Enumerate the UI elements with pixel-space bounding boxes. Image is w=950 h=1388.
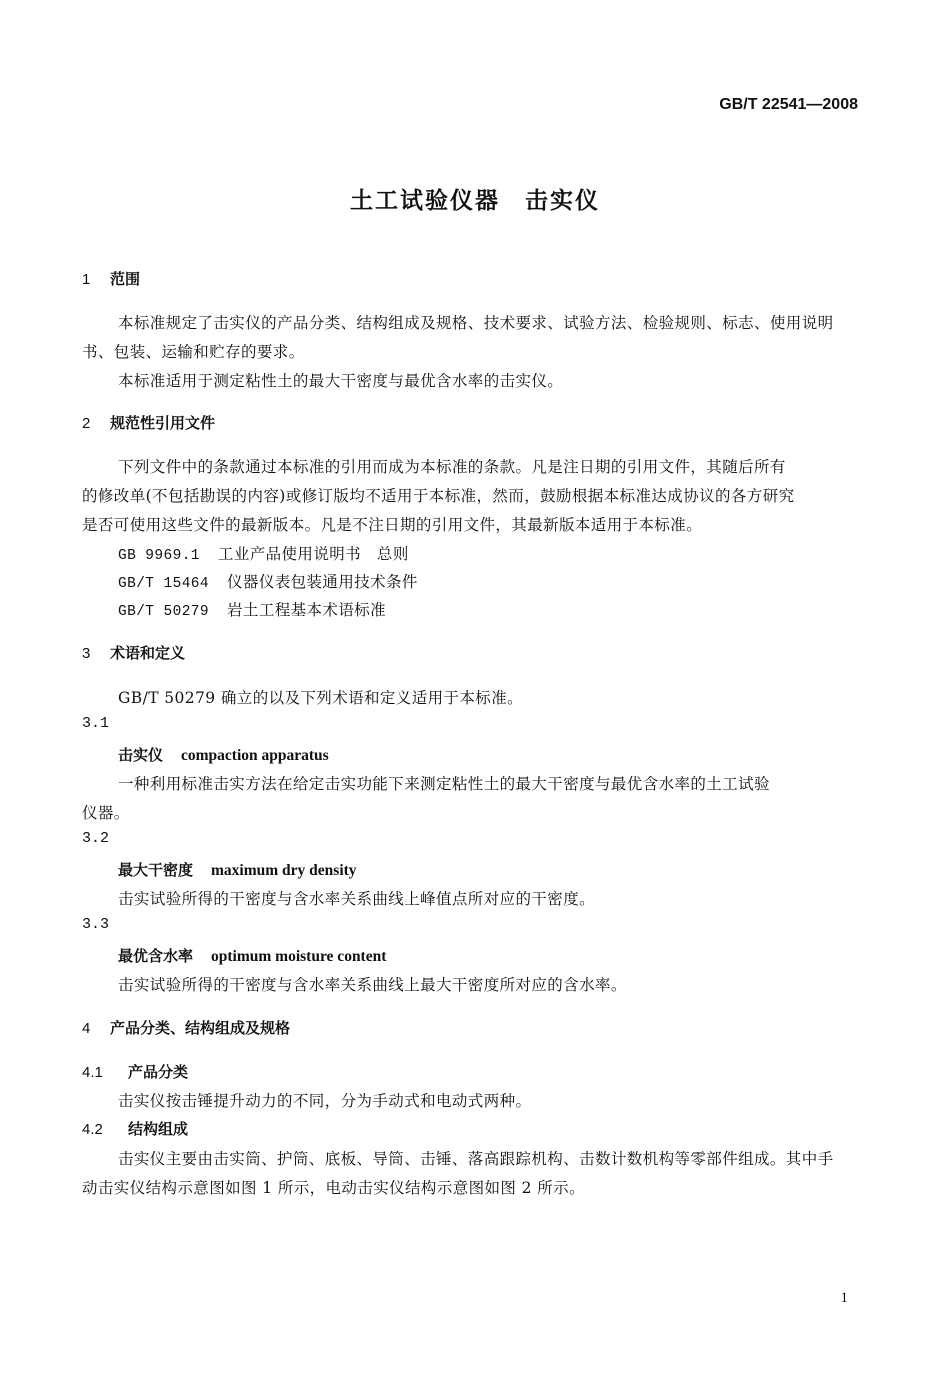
reference-title: 仪器仪表包装通用技术条件	[227, 573, 418, 591]
reference-code: GB 9969.1	[118, 548, 200, 564]
subsection-number: 3.3	[82, 916, 110, 933]
section-number: 4	[82, 1020, 91, 1037]
term-en: optimum moisture content	[211, 948, 387, 965]
section-4-heading	[82, 1017, 290, 1038]
paragraph-line: 动击实仪结构示意图如图 1 所示，电动击实仪结构示意图如图 2 所示。	[82, 1179, 585, 1197]
paragraph-line: 本标准规定了击实仪的产品分类、结构组成及规格、技术要求、试验方法、检验规则、标志、使用说明	[118, 314, 834, 332]
paragraph-line: 的修改单(不包括勘误的内容)或修订版均不适用于本标准，然而，鼓励根据本标准达成协议的各方研究	[82, 487, 795, 505]
subsection-4-1-heading	[82, 1061, 188, 1082]
definition-line: 击实试验所得的干密度与含水率关系曲线上峰值点所对应的干密度。	[118, 890, 596, 908]
term-en: compaction apparatus	[181, 747, 329, 764]
term-entry	[118, 859, 357, 880]
reference-title: 岩土工程基本术语标准	[227, 601, 387, 619]
term-zh: 击实仪	[118, 746, 164, 764]
reference-code: GB/T 15464	[118, 576, 210, 592]
page-number: 1	[840, 1290, 848, 1306]
subsection-title: 结构组成	[128, 1120, 189, 1138]
paragraph-line: 下列文件中的条款通过本标准的引用而成为本标准的条款。凡是注日期的引用文件，其随后所有	[118, 458, 786, 476]
reference-item	[118, 570, 418, 592]
term-entry	[118, 744, 329, 765]
section-2-heading	[82, 412, 215, 433]
term-en: maximum dry density	[211, 862, 357, 879]
section-1-heading	[82, 268, 140, 289]
standard-number: GB/T 22541—2008	[719, 96, 858, 113]
subsection-number: 3.1	[82, 715, 110, 732]
subsection-title: 产品分类	[128, 1063, 189, 1081]
section-3-heading	[82, 642, 185, 663]
section-number: 3	[82, 645, 91, 662]
reference-code: GB/T 50279	[118, 604, 210, 620]
reference-item	[118, 598, 386, 620]
term-zh: 最大干密度	[118, 861, 194, 879]
subsection-number: 3.2	[82, 830, 110, 847]
term-entry	[118, 945, 386, 966]
definition-line: 一种利用标准击实方法在给定击实功能下来测定粘性土的最大干密度与最优含水率的土工试验	[118, 775, 770, 793]
term-zh: 最优含水率	[118, 947, 194, 965]
paragraph-line: 书、包装、运输和贮存的要求。	[82, 343, 305, 361]
paragraph-line: 是否可使用这些文件的最新版本。凡是不注日期的引用文件，其最新版本适用于本标准。	[82, 516, 703, 534]
section-number: 1	[82, 271, 91, 288]
section-title: 规范性引用文件	[110, 414, 216, 432]
paragraph-line: GB/T 50279 确立的以及下列术语和定义适用于本标准。	[118, 689, 523, 707]
section-number: 2	[82, 415, 91, 432]
subsection-number: 4.1	[82, 1064, 103, 1081]
section-title: 范围	[110, 270, 141, 288]
subsection-4-2-heading	[82, 1118, 188, 1139]
section-title: 术语和定义	[110, 644, 186, 662]
definition-line: 击实试验所得的干密度与含水率关系曲线上最大干密度所对应的含水率。	[118, 976, 627, 994]
paragraph-line: 击实仪按击锤提升动力的不同，分为手动式和电动式两种。	[118, 1092, 532, 1110]
reference-item	[118, 542, 409, 564]
document-title: 土工试验仪器 击实仪	[350, 188, 600, 214]
reference-title: 工业产品使用说明书 总则	[217, 545, 409, 563]
subsection-number: 4.2	[82, 1121, 103, 1138]
definition-line: 仪器。	[82, 804, 130, 822]
paragraph-line: 本标准适用于测定粘性土的最大干密度与最优含水率的击实仪。	[118, 372, 564, 390]
section-title: 产品分类、结构组成及规格	[110, 1019, 291, 1037]
paragraph-line: 击实仪主要由击实筒、护筒、底板、导筒、击锤、落高跟踪机构、击数计数机构等零部件组成。其中手	[118, 1150, 834, 1168]
